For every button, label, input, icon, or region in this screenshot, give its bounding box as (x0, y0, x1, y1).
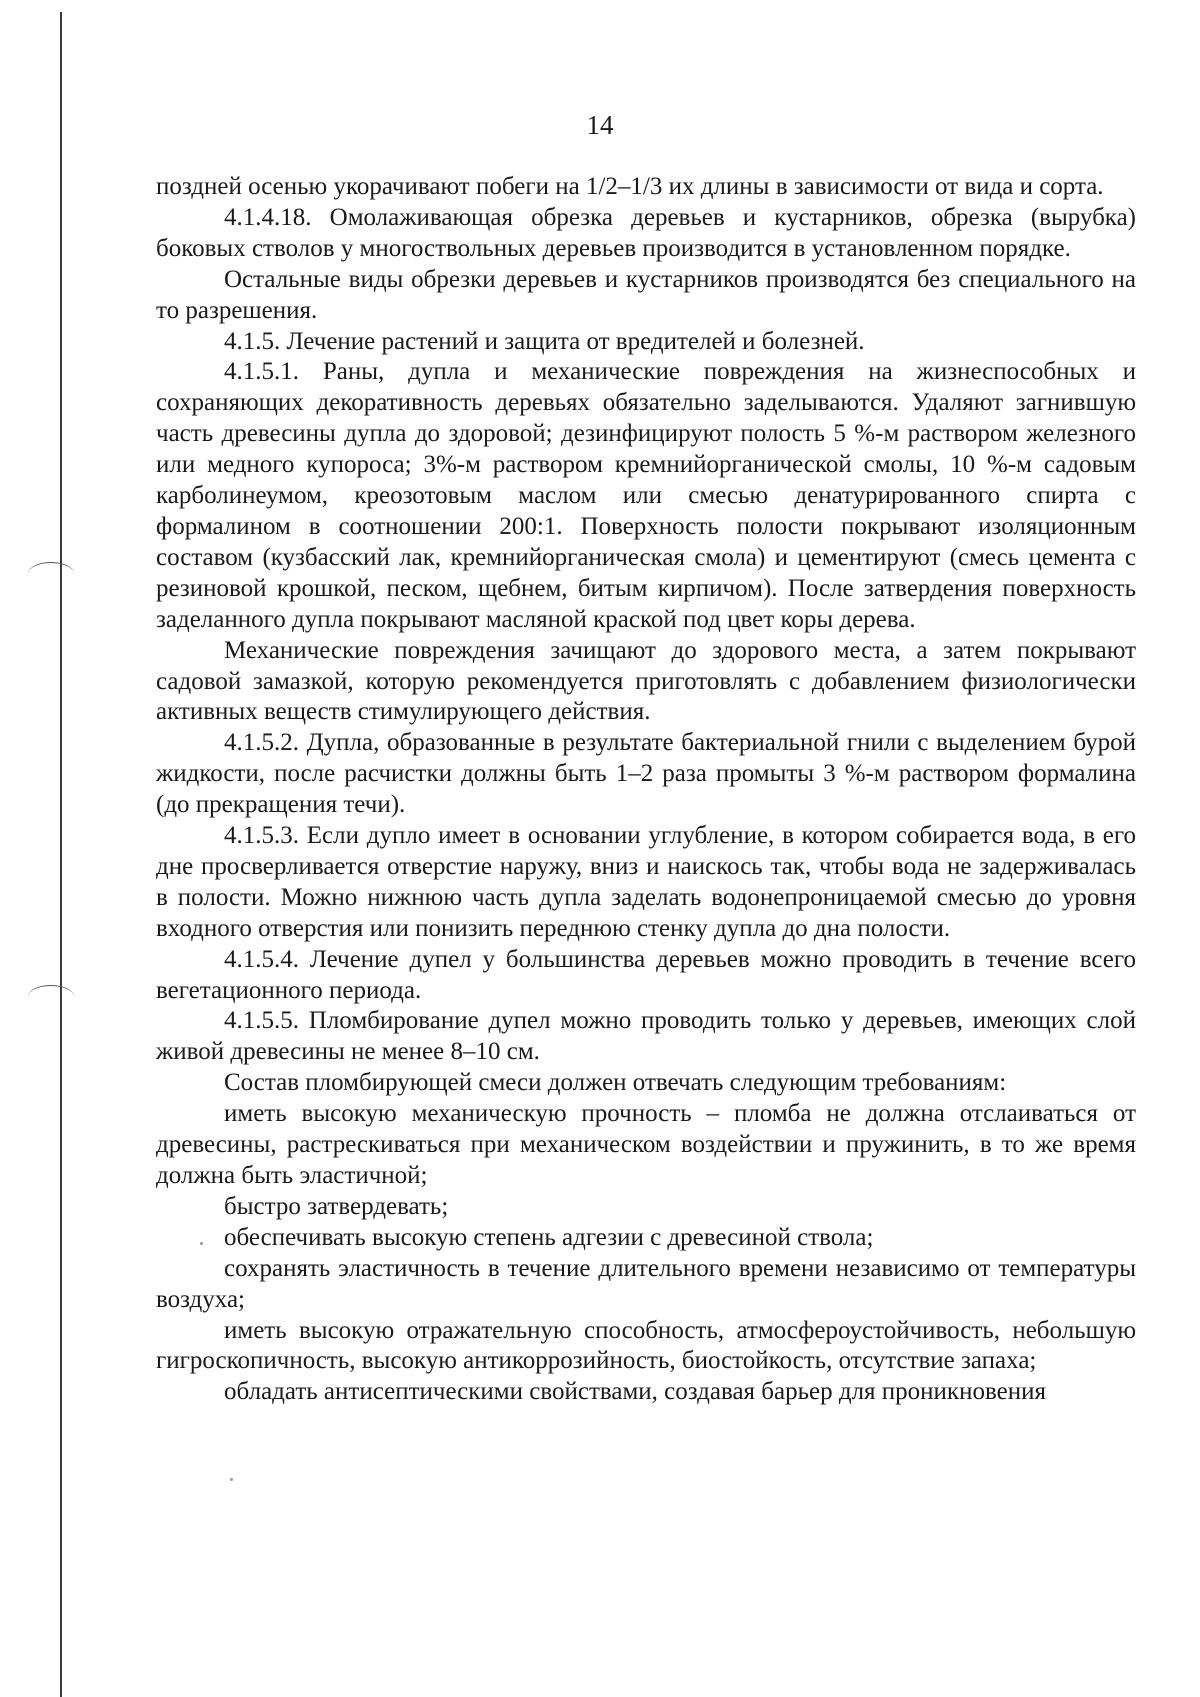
paragraph: сохранять эластичность в течение длительного времени независимо от температуры воздуха; (156, 1254, 1136, 1313)
paragraph: Состав пломбирующей смеси должен отвечать следующим требованиям: (224, 1069, 1007, 1097)
punch-hole-mark (28, 562, 74, 585)
paragraph: 4.1.5. Лечение растений и защита от вредителей и болезней. (224, 327, 865, 355)
text-body (156, 172, 1136, 1408)
paragraph: 4.1.4.18. Омолаживающая обрезка деревьев и кустарников, обрезка (вырубка) боковых стволов у многоствольных деревьев производится в установленном порядке. (156, 203, 1136, 262)
paragraph: Остальные виды обрезки деревьев и кустарников производятся без специального на то разрешения. (156, 265, 1136, 324)
paragraph: 4.1.5.5. Пломбирование дупел можно проводить только у деревьев, имеющих слой живой древесины не менее 8–10 см. (156, 1007, 1136, 1066)
binding-margin-line (60, 12, 62, 1697)
page-number: 14 (586, 110, 614, 140)
paragraph: поздней осенью укорачивают побеги на 1/2–1/3 их длины в зависимости от вида и сорта. (156, 173, 1104, 200)
paragraph: иметь высокую отражательную способность, атмосфероустойчивость, небольшую гигроскопичность, высокую антикоррозийность, биостойкость, отсутствие запаха; (156, 1316, 1136, 1375)
paragraph: иметь высокую механическую прочность – пломба не должна отслаиваться от древесины, растрескиваться при механическом воздействии и пружинить, в то же время должна быть эластичной; (156, 1100, 1136, 1189)
paragraph: быстро затвердевать; (224, 1192, 449, 1220)
paragraph: обеспечивать высокую степень адгезии с древесиной ствола; (224, 1223, 874, 1251)
paragraph: Механические повреждения зачищают до здорового места, а затем покрывают садовой замазкой, которую рекомендуется приготовлять с добавлением физиологически активных веществ стимулирующего действия. (156, 636, 1136, 726)
paragraph: обладать антисептическими свойствами, создавая барьер для проникновения (224, 1378, 1046, 1406)
paragraph: 4.1.5.4. Лечение дупел у большинства деревьев можно проводить в течение всего вегетационного периода. (156, 945, 1136, 1004)
paragraph: 4.1.5.3. Если дупло имеет в основании углубление, в котором собирается вода, в его дне просверливается отверстие наружу, вниз и наискось так, чтобы вода не задерживалась в полости. Можно нижнюю часть дупла заделать водонепроницаемой смесью до уровня входного отверстия или понизить переднюю стенку дупла до дна полости. (156, 822, 1136, 942)
punch-hole-mark (28, 985, 74, 1008)
scan-speck (230, 1478, 233, 1481)
paragraph: 4.1.5.2. Дупла, образованные в результате бактериальной гнили с выделением бурой жидкости, после расчистки должны быть 1–2 раза промыты 3 %-м раствором формалина (до прекращения течи). (156, 729, 1136, 819)
paragraph: 4.1.5.1. Раны, дупла и механические повреждения на жизнеспособных и сохраняющих декоративность деревьях обязательно заделываются. Удаляют загнившую часть древесины дупла до здоровой; дезинфицируют полость 5 %-м раствором железного или медного купороса; 3%-м раствором кремнийорганической смолы, 10 %-м садовым карболинеумом, креозотовым маслом или смесью денатурированного спирта с формалином в соотношении 200:1. Поверхность полости покрывают изоляционным составом (кузбасский лак, кремнийорганическая смола) и цементируют (смесь цемента с резиновой крошкой, песком, щебнем, битым кирпичом). После затвердения поверхность заделанного дупла покрывают масляной краской под цвет коры дерева. (156, 358, 1136, 633)
